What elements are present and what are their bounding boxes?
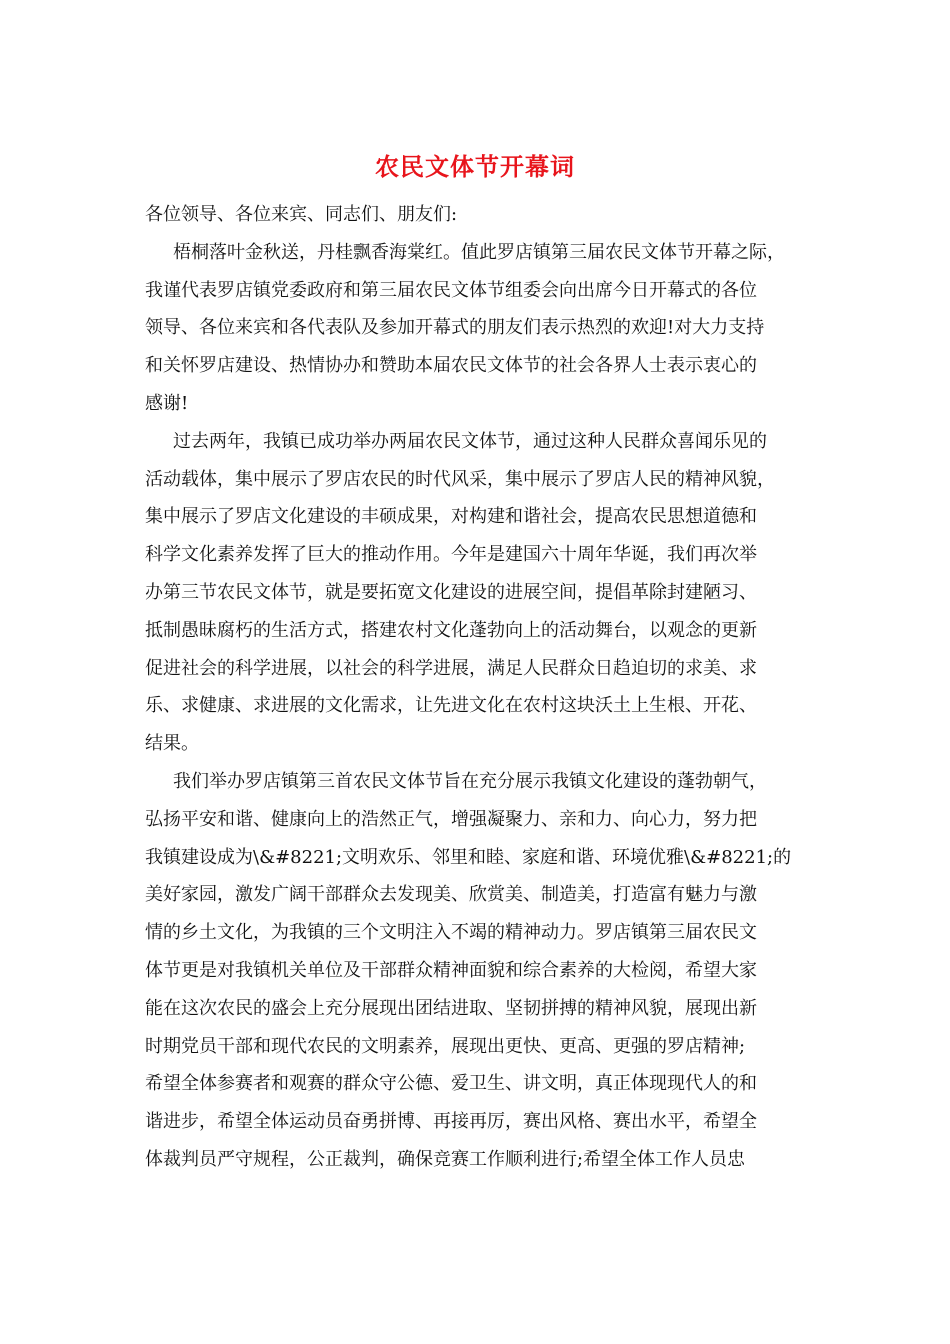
- text-line: 体裁判员严守规程，公正裁判，确保竞赛工作顺利进行;希望全体工作人员忠: [145, 1148, 746, 1170]
- text-line: 体节更是对我镇机关单位及干部群众精神面貌和综合素养的大检阅，希望大家: [145, 959, 757, 981]
- text-line: 感谢!: [145, 392, 189, 414]
- text-line: 弘扬平安和谐、健康向上的浩然正气，增强凝聚力、亲和力、向心力，努力把: [145, 808, 757, 830]
- text-line: 能在这次农民的盛会上充分展现出团结进取、坚韧拼搏的精神风貌，展现出新: [145, 997, 757, 1019]
- text-line: 美好家园，激发广阔干部群众去发现美、欣赏美、制造美，打造富有魅力与激: [145, 884, 757, 906]
- text-line: 时期党员干部和现代农民的文明素养，展现出更快、更高、更强的罗店精神;: [145, 1035, 746, 1057]
- text-line: 谐进步，希望全体运动员奋勇拼博、再接再厉，赛出风格、赛出水平，希望全: [145, 1111, 757, 1133]
- text-line: 促进社会的科学进展，以社会的科学进展，满足人民群众日趋迫切的求美、求: [145, 657, 757, 679]
- text-line: 结果。: [145, 733, 199, 755]
- text-line: 情的乡土文化，为我镇的三个文明注入不竭的精神动力。罗店镇第三届农民文: [145, 922, 757, 944]
- text-line: 各位领导、各位来宾、同志们、朋友们:: [145, 204, 458, 225]
- text-line: 我谨代表罗店镇党委政府和第三届农民文体节组委会向出席今日开幕式的各位: [145, 279, 757, 301]
- text-line: 科学文化素养发挥了巨大的推动作用。今年是建国六十周年华诞，我们再次举: [145, 544, 757, 566]
- text-line: 希望全体参赛者和观赛的群众守公德、爱卫生、讲文明，真正体现现代人的和: [145, 1073, 757, 1095]
- paragraph-first-line: 我们举办罗店镇第三首农民文体节旨在充分展示我镇文化建设的蓬勃朝气，: [173, 770, 767, 792]
- paragraph-first-line: 过去两年，我镇已成功举办两届农民文体节，通过这种人民群众喜闻乐见的: [173, 430, 767, 452]
- text-line: 乐、求健康、求进展的文化需求，让先进文化在农村这块沃土上生根、开花、: [145, 695, 757, 717]
- text-line: 办第三节农民文体节，就是要拓宽文化建设的进展空间，提倡革除封建陋习、: [145, 581, 757, 603]
- text-line: 抵制愚昧腐朽的生活方式，搭建农村文化蓬勃向上的活动舞台，以观念的更新: [145, 619, 757, 641]
- text-line: 活动载体，集中展示了罗店农民的时代风采，集中展示了罗店人民的精神风貌，: [145, 468, 775, 490]
- document-body: [145, 196, 810, 1179]
- text-line: 和关怀罗店建设、热情协办和赞助本届农民文体节的社会各界人士表示衷心的: [145, 355, 757, 377]
- text-line: 集中展示了罗店文化建设的丰硕成果，对构建和谐社会，提高农民思想道德和: [145, 506, 757, 528]
- text-line: 领导、各位来宾和各代表队及参加开幕式的朋友们表示热烈的欢迎!对大力支持: [145, 317, 765, 339]
- text-line: 我镇建设成为\&#8221;文明欢乐、邻里和睦、家庭和谐、环境优雅\&#8221;的: [145, 846, 792, 868]
- document-title: 农民文体节开幕词: [375, 152, 575, 181]
- paragraph-first-line: 梧桐落叶金秋送，丹桂飘香海棠红。值此罗店镇第三届农民文体节开幕之际，: [173, 241, 785, 263]
